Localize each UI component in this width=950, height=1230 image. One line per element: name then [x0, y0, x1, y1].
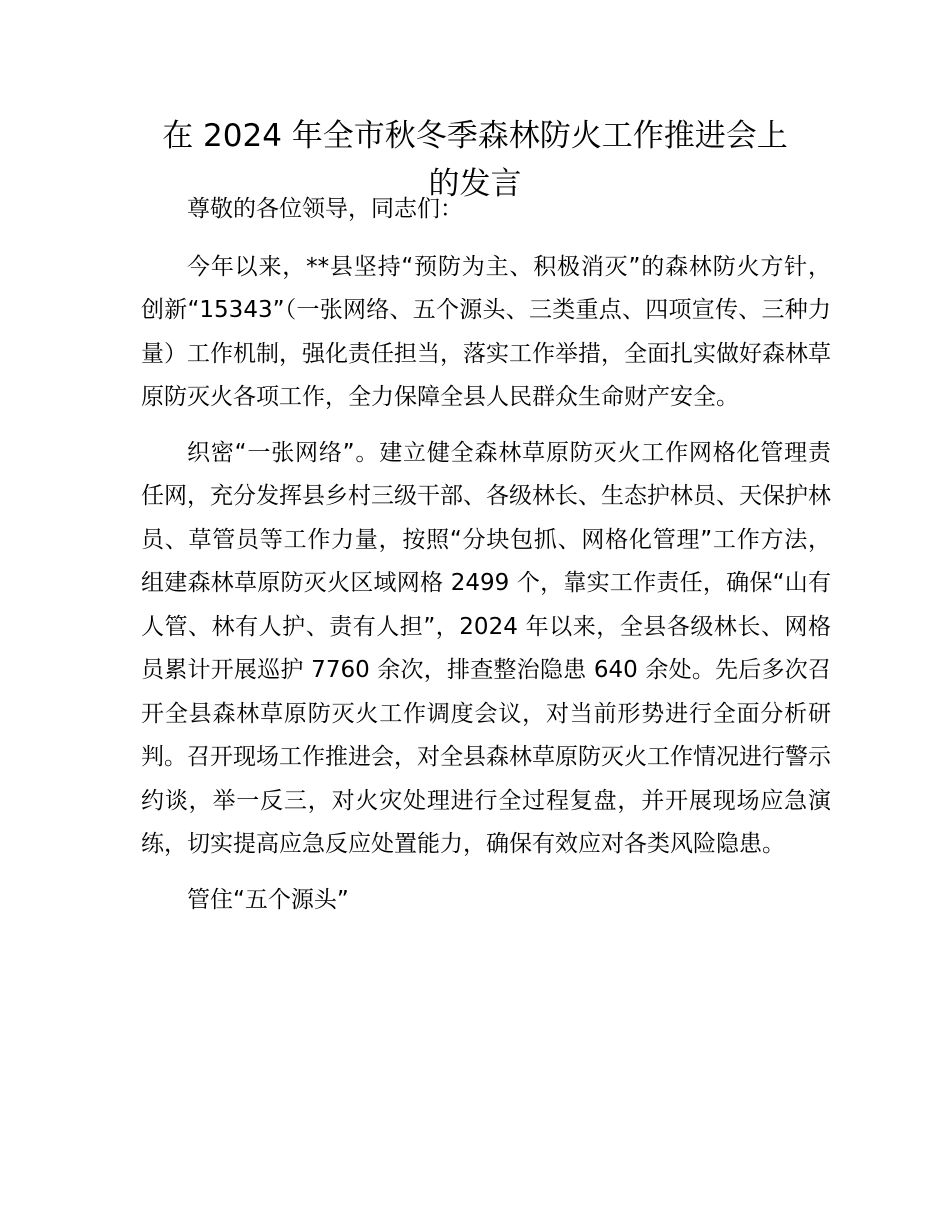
- title-line-2: 的发言: [428, 166, 522, 202]
- title-line-1: 在 2024 年全市秋冬季森林防火工作推进会上: [162, 118, 788, 154]
- greeting: 尊敬的各位领导，同志们：: [187, 196, 463, 222]
- document-body: [141, 188, 831, 934]
- paragraph-intro: 今年以来，**县坚持“预防为主、积极消灭”的森林防火方针，创新“15343”（一张网络、五个源头、三类重点、四项宣传、三种力量）工作机制，强化责任担当，落实工作举措，全面扎实做好森林草原防灭火各项工作，全力保障全县人民群众生命财产安全。: [141, 253, 831, 410]
- paragraph-one-network: 织密“一张网络”。建立健全森林草原防灭火工作网格化管理责任网，充分发挥县乡村三级干部、各级林长、生态护林员、天保护林员、草管员等工作力量，按照“分块包抓、网格化管理”工作方法，组建森林草原防灭火区域网格 2499 个，靠实工作责任，确保“山有人管、林有人护、责有人担”，2024 年以来，全县各级林长、网格员累计开展巡护 7760 余次，排查整治隐患 640 余处。先后多次召开全县森林草原防灭火工作调度会议，对当前形势进行全面分析研判。召开现场工作推进会，对全县森林草原防灭火工作情况进行警示约谈，举一反三，对火灾处理进行全过程复盘，并开展现场应急演练，切实提高应急反应处置能力，确保有效应对各类风险隐患。: [141, 439, 831, 857]
- paragraph-five-sources: 管住“五个源头”: [187, 886, 349, 913]
